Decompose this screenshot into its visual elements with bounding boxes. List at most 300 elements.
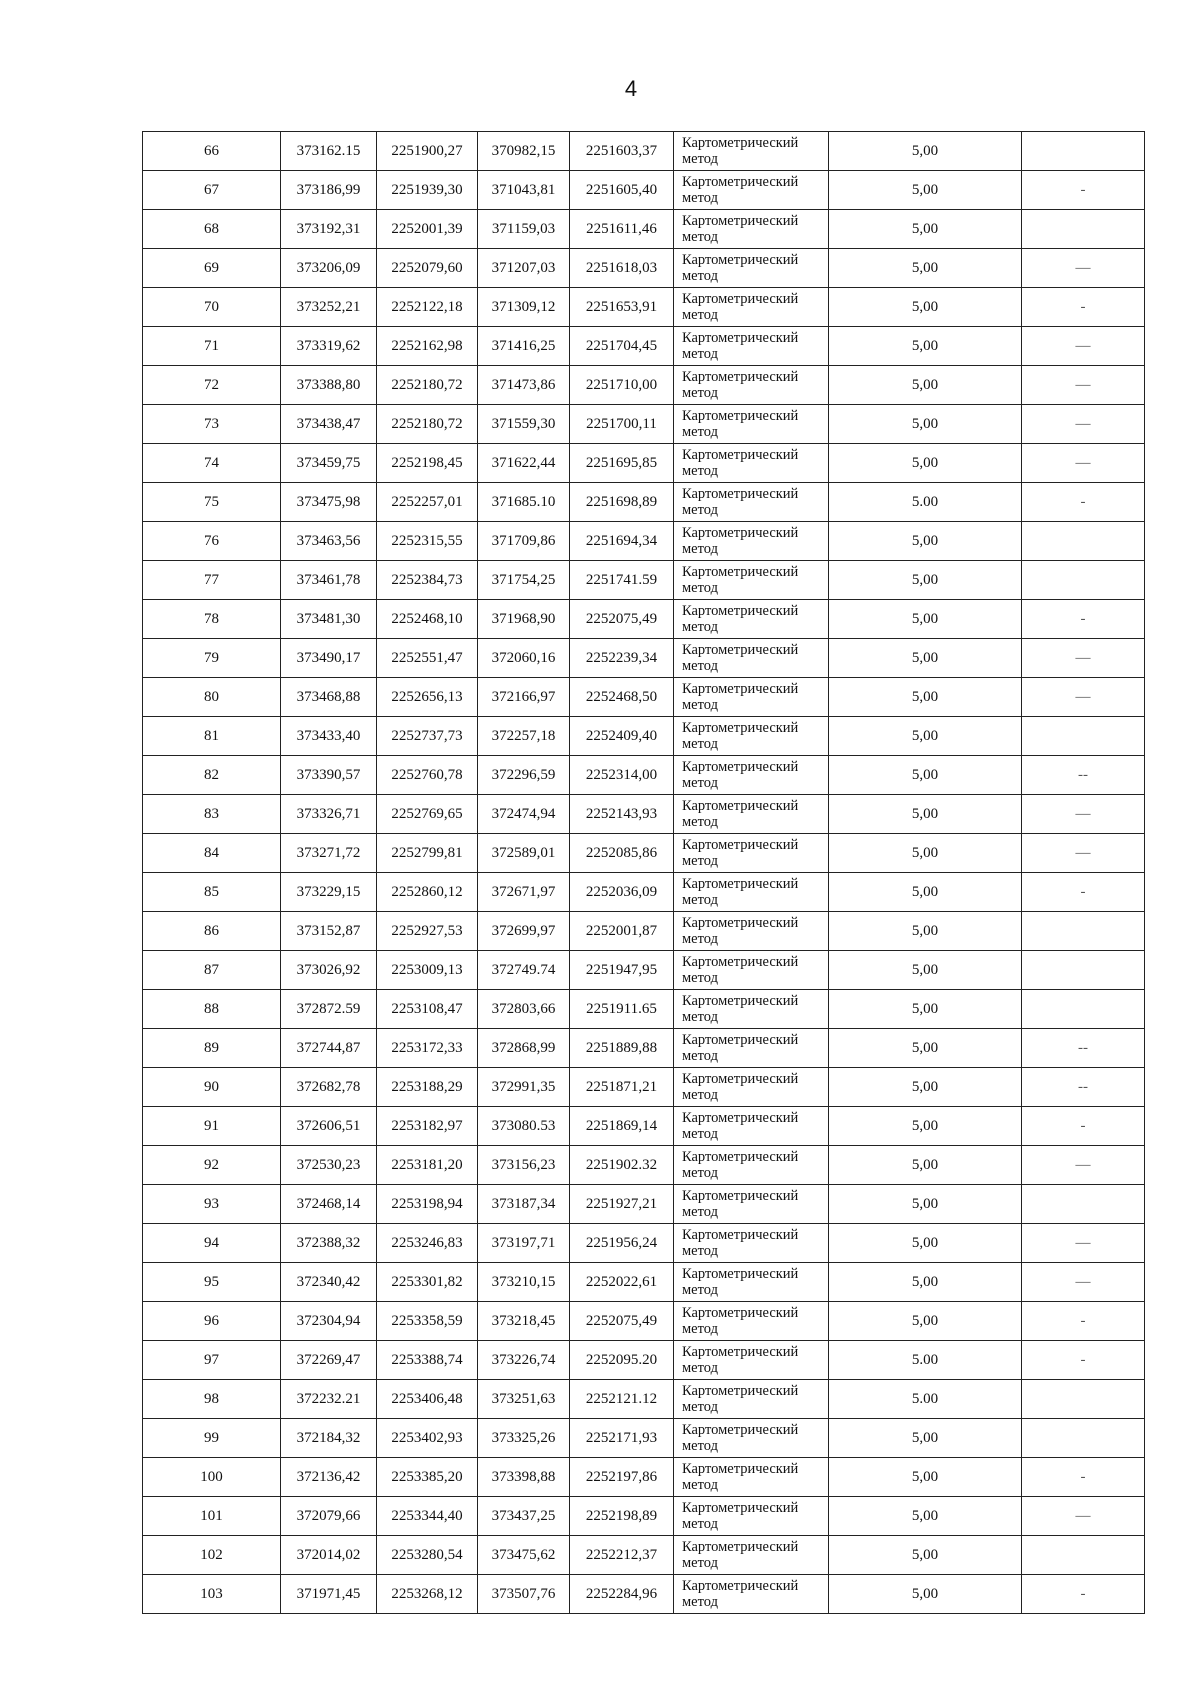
method-line-2: метод: [682, 1399, 718, 1415]
method-cell: [674, 1107, 829, 1146]
method-line-1: Картометрический: [682, 1227, 799, 1243]
table-row: [143, 1185, 1145, 1224]
y2-coordinate-cell: 2251605,40: [570, 171, 674, 210]
note-cell: —: [1022, 1263, 1145, 1302]
accuracy-cell: 5,00: [829, 834, 1022, 873]
table-row: [143, 288, 1145, 327]
method-cell: [674, 1419, 829, 1458]
y1-coordinate-cell: 2253198,94: [377, 1185, 478, 1224]
table-row: [143, 1224, 1145, 1263]
method-line-2: метод: [682, 775, 718, 791]
accuracy-cell: 5,00: [829, 1497, 1022, 1536]
point-number-cell: 76: [143, 522, 281, 561]
y1-coordinate-cell: 2252769,65: [377, 795, 478, 834]
x2-coordinate-cell: 371622,44: [478, 444, 570, 483]
point-number-cell: 102: [143, 1536, 281, 1575]
note-cell: —: [1022, 366, 1145, 405]
note-cell: [1022, 132, 1145, 171]
method-line-1: Картометрический: [682, 369, 799, 385]
table-row: [143, 756, 1145, 795]
table-row: [143, 600, 1145, 639]
method-line-1: Картометрический: [682, 174, 799, 190]
point-number-cell: 99: [143, 1419, 281, 1458]
method-cell: [674, 1458, 829, 1497]
table-row: [143, 483, 1145, 522]
accuracy-cell: 5,00: [829, 873, 1022, 912]
method-cell: [674, 483, 829, 522]
y2-coordinate-cell: 2252121.12: [570, 1380, 674, 1419]
method-cell: [674, 366, 829, 405]
method-line-2: метод: [682, 1321, 718, 1337]
y1-coordinate-cell: 2253406,48: [377, 1380, 478, 1419]
accuracy-cell: 5,00: [829, 951, 1022, 990]
table-row: [143, 834, 1145, 873]
x2-coordinate-cell: 372671,97: [478, 873, 570, 912]
x2-coordinate-cell: 373156,23: [478, 1146, 570, 1185]
method-cell: [674, 1302, 829, 1341]
accuracy-cell: 5,00: [829, 678, 1022, 717]
table-row: [143, 366, 1145, 405]
x1-coordinate-cell: 372136,42: [281, 1458, 377, 1497]
method-cell: [674, 834, 829, 873]
x1-coordinate-cell: 373271,72: [281, 834, 377, 873]
accuracy-cell: 5,00: [829, 327, 1022, 366]
accuracy-cell: 5,00: [829, 522, 1022, 561]
table-row: [143, 717, 1145, 756]
method-line-2: метод: [682, 1438, 718, 1454]
x2-coordinate-cell: 373251,63: [478, 1380, 570, 1419]
note-cell: -: [1022, 483, 1145, 522]
y2-coordinate-cell: 2252075,49: [570, 600, 674, 639]
x1-coordinate-cell: 373229,15: [281, 873, 377, 912]
point-number-cell: 83: [143, 795, 281, 834]
method-line-2: метод: [682, 463, 718, 479]
table-row: [143, 990, 1145, 1029]
y1-coordinate-cell: 2252257,01: [377, 483, 478, 522]
method-cell: [674, 717, 829, 756]
y1-coordinate-cell: 2253268,12: [377, 1575, 478, 1614]
note-cell: -: [1022, 1341, 1145, 1380]
accuracy-cell: 5,00: [829, 171, 1022, 210]
x1-coordinate-cell: 372184,32: [281, 1419, 377, 1458]
method-line-2: метод: [682, 307, 718, 323]
x1-coordinate-cell: 372744,87: [281, 1029, 377, 1068]
method-line-2: метод: [682, 190, 718, 206]
accuracy-cell: 5,00: [829, 132, 1022, 171]
y2-coordinate-cell: 2252468,50: [570, 678, 674, 717]
x2-coordinate-cell: 372699,97: [478, 912, 570, 951]
table-row: [143, 132, 1145, 171]
method-line-2: метод: [682, 658, 718, 674]
y1-coordinate-cell: 2252198,45: [377, 444, 478, 483]
x2-coordinate-cell: 371685.10: [478, 483, 570, 522]
method-cell: [674, 1497, 829, 1536]
accuracy-cell: 5.00: [829, 1341, 1022, 1380]
method-line-1: Картометрический: [682, 759, 799, 775]
note-cell: —: [1022, 327, 1145, 366]
y1-coordinate-cell: 2252760,78: [377, 756, 478, 795]
point-number-cell: 68: [143, 210, 281, 249]
note-cell: [1022, 951, 1145, 990]
x1-coordinate-cell: 372682,78: [281, 1068, 377, 1107]
table-row: [143, 1575, 1145, 1614]
accuracy-cell: 5,00: [829, 249, 1022, 288]
y2-coordinate-cell: 2251611,46: [570, 210, 674, 249]
y1-coordinate-cell: 2253388,74: [377, 1341, 478, 1380]
table-row: [143, 1536, 1145, 1575]
y1-coordinate-cell: 2253385,20: [377, 1458, 478, 1497]
x1-coordinate-cell: 373481,30: [281, 600, 377, 639]
point-number-cell: 73: [143, 405, 281, 444]
method-line-2: метод: [682, 580, 718, 596]
x1-coordinate-cell: 373326,71: [281, 795, 377, 834]
method-line-1: Картометрический: [682, 642, 799, 658]
note-cell: [1022, 522, 1145, 561]
point-number-cell: 97: [143, 1341, 281, 1380]
y2-coordinate-cell: 2251902.32: [570, 1146, 674, 1185]
x2-coordinate-cell: 370982,15: [478, 132, 570, 171]
table-row: [143, 1341, 1145, 1380]
x1-coordinate-cell: 372079,66: [281, 1497, 377, 1536]
x2-coordinate-cell: 373226,74: [478, 1341, 570, 1380]
point-number-cell: 84: [143, 834, 281, 873]
note-cell: -: [1022, 1107, 1145, 1146]
y1-coordinate-cell: 2252384,73: [377, 561, 478, 600]
accuracy-cell: 5,00: [829, 1068, 1022, 1107]
x1-coordinate-cell: 372340,42: [281, 1263, 377, 1302]
point-number-cell: 75: [143, 483, 281, 522]
note-cell: —: [1022, 444, 1145, 483]
x2-coordinate-cell: 373187,34: [478, 1185, 570, 1224]
table-row: [143, 327, 1145, 366]
note-cell: —: [1022, 249, 1145, 288]
note-cell: [1022, 1419, 1145, 1458]
method-line-2: метод: [682, 1009, 718, 1025]
y2-coordinate-cell: 2252409,40: [570, 717, 674, 756]
x2-coordinate-cell: 371207,03: [478, 249, 570, 288]
point-number-cell: 77: [143, 561, 281, 600]
x2-coordinate-cell: 371309,12: [478, 288, 570, 327]
x2-coordinate-cell: 371754,25: [478, 561, 570, 600]
table-row: [143, 1380, 1145, 1419]
x1-coordinate-cell: 373192,31: [281, 210, 377, 249]
point-number-cell: 85: [143, 873, 281, 912]
x1-coordinate-cell: 371971,45: [281, 1575, 377, 1614]
y1-coordinate-cell: 2252122,18: [377, 288, 478, 327]
accuracy-cell: 5,00: [829, 1146, 1022, 1185]
method-cell: [674, 756, 829, 795]
method-line-2: метод: [682, 1126, 718, 1142]
note-cell: [1022, 561, 1145, 600]
method-line-2: метод: [682, 1477, 718, 1493]
accuracy-cell: 5,00: [829, 288, 1022, 327]
method-cell: [674, 327, 829, 366]
method-cell: [674, 132, 829, 171]
method-line-1: Картометрический: [682, 1383, 799, 1399]
y1-coordinate-cell: 2253009,13: [377, 951, 478, 990]
y1-coordinate-cell: 2253172,33: [377, 1029, 478, 1068]
point-number-cell: 93: [143, 1185, 281, 1224]
accuracy-cell: 5,00: [829, 1575, 1022, 1614]
accuracy-cell: 5,00: [829, 1185, 1022, 1224]
table-row: [143, 1497, 1145, 1536]
y2-coordinate-cell: 2251653,91: [570, 288, 674, 327]
page-number: 4: [624, 76, 638, 101]
point-number-cell: 94: [143, 1224, 281, 1263]
y2-coordinate-cell: 2252085,86: [570, 834, 674, 873]
point-number-cell: 92: [143, 1146, 281, 1185]
y2-coordinate-cell: 2252198,89: [570, 1497, 674, 1536]
table-body: [143, 132, 1145, 1614]
method-cell: [674, 951, 829, 990]
method-cell: [674, 1146, 829, 1185]
table-row: [143, 1458, 1145, 1497]
x1-coordinate-cell: 372530,23: [281, 1146, 377, 1185]
x2-coordinate-cell: 371968,90: [478, 600, 570, 639]
point-number-cell: 74: [143, 444, 281, 483]
method-line-1: Картометрический: [682, 876, 799, 892]
x1-coordinate-cell: 372232.21: [281, 1380, 377, 1419]
y1-coordinate-cell: 2252551,47: [377, 639, 478, 678]
x1-coordinate-cell: 373468,88: [281, 678, 377, 717]
method-line-2: метод: [682, 346, 718, 362]
method-line-2: метод: [682, 1282, 718, 1298]
y1-coordinate-cell: 2252180,72: [377, 405, 478, 444]
y1-coordinate-cell: 2253280,54: [377, 1536, 478, 1575]
x1-coordinate-cell: 372014,02: [281, 1536, 377, 1575]
point-number-cell: 98: [143, 1380, 281, 1419]
x2-coordinate-cell: 373398,88: [478, 1458, 570, 1497]
x2-coordinate-cell: 373475,62: [478, 1536, 570, 1575]
table-row: [143, 639, 1145, 678]
y1-coordinate-cell: 2253188,29: [377, 1068, 478, 1107]
point-number-cell: 103: [143, 1575, 281, 1614]
method-line-1: Картометрический: [682, 915, 799, 931]
table-row: [143, 678, 1145, 717]
method-line-1: Картометрический: [682, 1188, 799, 1204]
y1-coordinate-cell: 2253182,97: [377, 1107, 478, 1146]
method-line-1: Картометрический: [682, 525, 799, 541]
y2-coordinate-cell: 2252171,93: [570, 1419, 674, 1458]
note-cell: [1022, 210, 1145, 249]
x2-coordinate-cell: 373210,15: [478, 1263, 570, 1302]
x1-coordinate-cell: 373152,87: [281, 912, 377, 951]
method-line-2: метод: [682, 1516, 718, 1532]
y1-coordinate-cell: 2253108,47: [377, 990, 478, 1029]
x2-coordinate-cell: 372749.74: [478, 951, 570, 990]
point-number-cell: 82: [143, 756, 281, 795]
method-line-2: метод: [682, 1048, 718, 1064]
point-number-cell: 80: [143, 678, 281, 717]
x2-coordinate-cell: 372803,66: [478, 990, 570, 1029]
point-number-cell: 67: [143, 171, 281, 210]
method-cell: [674, 1380, 829, 1419]
method-line-1: Картометрический: [682, 447, 799, 463]
point-number-cell: 78: [143, 600, 281, 639]
method-line-1: Картометрический: [682, 1422, 799, 1438]
accuracy-cell: 5,00: [829, 1224, 1022, 1263]
method-line-2: метод: [682, 151, 718, 167]
y1-coordinate-cell: 2252180,72: [377, 366, 478, 405]
method-line-1: Картометрический: [682, 1032, 799, 1048]
method-line-1: Картометрический: [682, 720, 799, 736]
table-row: [143, 1419, 1145, 1458]
method-cell: [674, 600, 829, 639]
y1-coordinate-cell: 2253358,59: [377, 1302, 478, 1341]
y1-coordinate-cell: 2252656,13: [377, 678, 478, 717]
y2-coordinate-cell: 2252095.20: [570, 1341, 674, 1380]
method-cell: [674, 1224, 829, 1263]
y2-coordinate-cell: 2252022,61: [570, 1263, 674, 1302]
y1-coordinate-cell: 2252468,10: [377, 600, 478, 639]
method-cell: [674, 678, 829, 717]
y2-coordinate-cell: 2252284,96: [570, 1575, 674, 1614]
method-line-1: Картометрический: [682, 1149, 799, 1165]
x1-coordinate-cell: 373206,09: [281, 249, 377, 288]
method-line-1: Картометрический: [682, 291, 799, 307]
note-cell: -: [1022, 288, 1145, 327]
method-line-2: метод: [682, 1204, 718, 1220]
table-row: [143, 912, 1145, 951]
y1-coordinate-cell: 2252162,98: [377, 327, 478, 366]
x1-coordinate-cell: 373490,17: [281, 639, 377, 678]
x2-coordinate-cell: 373437,25: [478, 1497, 570, 1536]
method-line-1: Картометрический: [682, 1578, 799, 1594]
note-cell: —: [1022, 1146, 1145, 1185]
point-number-cell: 70: [143, 288, 281, 327]
x1-coordinate-cell: 372872.59: [281, 990, 377, 1029]
accuracy-cell: 5,00: [829, 1302, 1022, 1341]
table-row: [143, 249, 1145, 288]
method-line-2: метод: [682, 424, 718, 440]
y2-coordinate-cell: 2251927,21: [570, 1185, 674, 1224]
note-cell: --: [1022, 756, 1145, 795]
method-line-2: метод: [682, 1243, 718, 1259]
x2-coordinate-cell: 371159,03: [478, 210, 570, 249]
x2-coordinate-cell: 372589,01: [478, 834, 570, 873]
method-line-2: метод: [682, 385, 718, 401]
note-cell: [1022, 912, 1145, 951]
accuracy-cell: 5,00: [829, 795, 1022, 834]
method-line-2: метод: [682, 1360, 718, 1376]
point-number-cell: 66: [143, 132, 281, 171]
point-number-cell: 86: [143, 912, 281, 951]
method-line-2: метод: [682, 1087, 718, 1103]
y1-coordinate-cell: 2253301,82: [377, 1263, 478, 1302]
table-row: [143, 1146, 1145, 1185]
method-line-1: Картометрический: [682, 1266, 799, 1282]
accuracy-cell: 5,00: [829, 1107, 1022, 1146]
method-line-2: метод: [682, 541, 718, 557]
method-line-1: Картометрический: [682, 564, 799, 580]
accuracy-cell: 5,00: [829, 912, 1022, 951]
note-cell: —: [1022, 405, 1145, 444]
table-row: [143, 444, 1145, 483]
method-line-2: метод: [682, 970, 718, 986]
accuracy-cell: 5,00: [829, 561, 1022, 600]
method-line-1: Картометрический: [682, 135, 799, 151]
accuracy-cell: 5,00: [829, 210, 1022, 249]
method-line-2: метод: [682, 502, 718, 518]
note-cell: --: [1022, 1068, 1145, 1107]
method-cell: [674, 1536, 829, 1575]
y1-coordinate-cell: 2253181,20: [377, 1146, 478, 1185]
x2-coordinate-cell: 372991,35: [478, 1068, 570, 1107]
method-cell: [674, 1185, 829, 1224]
note-cell: [1022, 717, 1145, 756]
method-line-1: Картометрический: [682, 252, 799, 268]
x2-coordinate-cell: 372166,97: [478, 678, 570, 717]
table-row: [143, 405, 1145, 444]
method-line-1: Картометрический: [682, 1500, 799, 1516]
point-number-cell: 101: [143, 1497, 281, 1536]
x1-coordinate-cell: 373390,57: [281, 756, 377, 795]
x2-coordinate-cell: 373080.53: [478, 1107, 570, 1146]
method-cell: [674, 1263, 829, 1302]
x1-coordinate-cell: 373438,47: [281, 405, 377, 444]
note-cell: —: [1022, 834, 1145, 873]
accuracy-cell: 5,00: [829, 600, 1022, 639]
method-line-2: метод: [682, 1594, 718, 1610]
method-line-1: Картометрический: [682, 798, 799, 814]
note-cell: [1022, 1380, 1145, 1419]
point-number-cell: 89: [143, 1029, 281, 1068]
accuracy-cell: 5,00: [829, 1419, 1022, 1458]
method-cell: [674, 1341, 829, 1380]
x2-coordinate-cell: 371709,86: [478, 522, 570, 561]
x2-coordinate-cell: 373218,45: [478, 1302, 570, 1341]
x1-coordinate-cell: 373186,99: [281, 171, 377, 210]
y2-coordinate-cell: 2251694,34: [570, 522, 674, 561]
x1-coordinate-cell: 373388,80: [281, 366, 377, 405]
note-cell: [1022, 990, 1145, 1029]
method-cell: [674, 210, 829, 249]
point-number-cell: 72: [143, 366, 281, 405]
method-line-2: метод: [682, 931, 718, 947]
y1-coordinate-cell: 2252315,55: [377, 522, 478, 561]
accuracy-cell: 5.00: [829, 483, 1022, 522]
method-line-1: Картометрический: [682, 213, 799, 229]
x1-coordinate-cell: 372304,94: [281, 1302, 377, 1341]
y2-coordinate-cell: 2251603,37: [570, 132, 674, 171]
method-line-1: Картометрический: [682, 603, 799, 619]
y2-coordinate-cell: 2251947,95: [570, 951, 674, 990]
point-number-cell: 95: [143, 1263, 281, 1302]
method-cell: [674, 405, 829, 444]
method-line-1: Картометрический: [682, 408, 799, 424]
y2-coordinate-cell: 2252001,87: [570, 912, 674, 951]
method-cell: [674, 249, 829, 288]
method-line-1: Картометрический: [682, 1539, 799, 1555]
y2-coordinate-cell: 2251704,45: [570, 327, 674, 366]
x2-coordinate-cell: 371559,30: [478, 405, 570, 444]
y2-coordinate-cell: 2252143,93: [570, 795, 674, 834]
note-cell: -: [1022, 1575, 1145, 1614]
note-cell: —: [1022, 1497, 1145, 1536]
y2-coordinate-cell: 2251700,11: [570, 405, 674, 444]
method-cell: [674, 1068, 829, 1107]
x1-coordinate-cell: 373461,78: [281, 561, 377, 600]
point-number-cell: 79: [143, 639, 281, 678]
point-number-cell: 87: [143, 951, 281, 990]
accuracy-cell: 5.00: [829, 1380, 1022, 1419]
y1-coordinate-cell: 2252737,73: [377, 717, 478, 756]
x1-coordinate-cell: 373319,62: [281, 327, 377, 366]
y2-coordinate-cell: 2251710,00: [570, 366, 674, 405]
method-line-2: метод: [682, 736, 718, 752]
table-row: [143, 795, 1145, 834]
x1-coordinate-cell: 373475,98: [281, 483, 377, 522]
